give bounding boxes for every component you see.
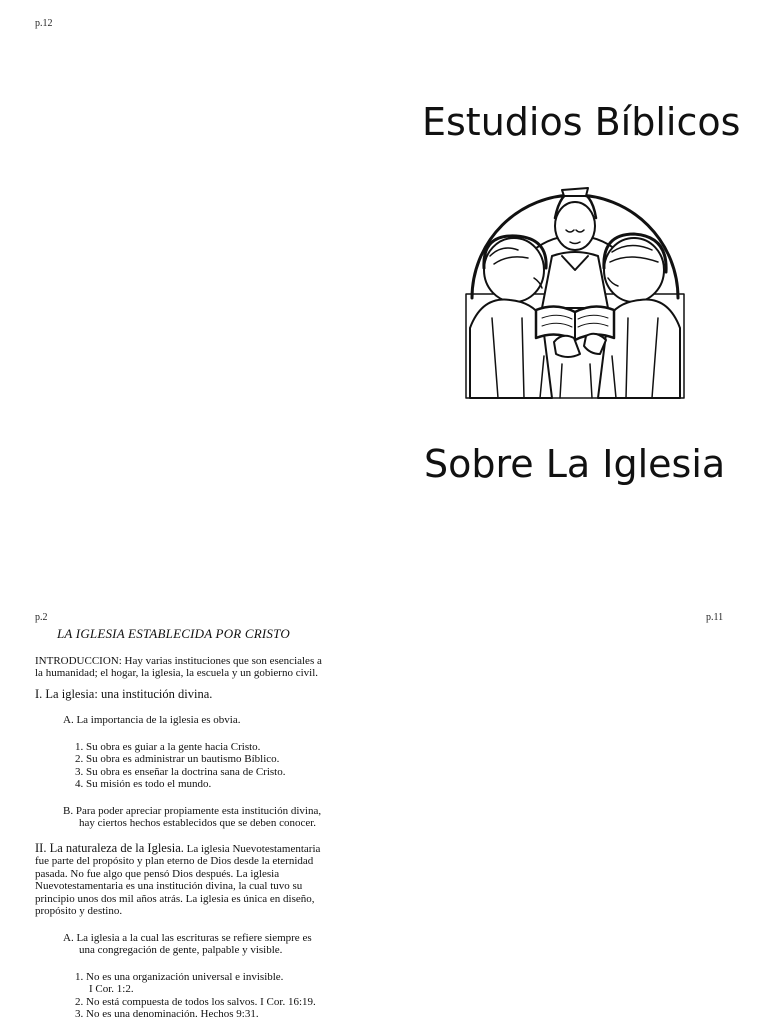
list-item: 1. Su obra es guiar a la gente hacia Cristo. — [75, 740, 261, 753]
cover-title-line2: Sobre La Iglesia — [424, 442, 726, 486]
page-number-right: p.11 — [706, 612, 724, 623]
list-item-reference: I Cor. 1:2. — [89, 983, 134, 995]
section-2-line: propósito y destino. — [35, 905, 123, 917]
section-2-line: La iglesia Nuevotestamentaria — [183, 842, 321, 855]
section-1-list — [75, 741, 355, 791]
section-2-line: fue parte del propósito y plan eterno de Dios desde la eternidad — [35, 855, 314, 867]
section-2-heading: II. La naturaleza de la Iglesia. — [35, 840, 184, 855]
section-1-point-b — [63, 805, 355, 830]
section-2-line: principio unos dos mil años atrás. La iglesia es única en diseño, — [35, 892, 315, 905]
point-a-line-1: A. La iglesia a la cual las escrituras se refiere siempre es — [63, 931, 312, 944]
section-2-point-a — [63, 932, 355, 957]
list-item: 1. No es una organización universal e invisible. — [75, 970, 284, 983]
section-2-line: Nuevotestamentaria es una institución divina, la cual tuvo su — [35, 880, 303, 892]
cover-page-number: p.12 — [35, 18, 53, 29]
point-a-line-2: una congregación de gente, palpable y visible. — [79, 944, 283, 956]
list-item: 3. No es una denominación. Hechos 9:31. — [75, 1008, 259, 1020]
three-people-reading-bible-icon — [462, 178, 688, 404]
study-document — [35, 628, 355, 1021]
section-2 — [35, 842, 355, 918]
section-1-heading: I. La iglesia: una institución divina. — [35, 686, 213, 701]
point-b-line-2: hay ciertos hechos establecidos que se deben conocer. — [79, 817, 317, 829]
cover-title-line1: Estudios Bíblicos — [422, 100, 741, 144]
page-number-left: p.2 — [35, 612, 48, 623]
list-item: 2. Su obra es administrar un bautismo Bíblico. — [75, 753, 280, 765]
list-item: 3. Su obra es enseñar la doctrina sana de Cristo. — [75, 765, 286, 778]
section-2-line: pasada. No fue algo que pensó Dios después. La iglesia — [35, 867, 280, 880]
point-b-line-1: B. Para poder apreciar propiamente esta institución divina, — [63, 804, 322, 817]
document-title: LA IGLESIA ESTABLECIDA POR CRISTO — [57, 626, 290, 641]
list-item: 2. No está compuesta de todos los salvos. I Cor. 16:19. — [75, 995, 316, 1008]
intro-line-1: INTRODUCCION: Hay varias instituciones que son esenciales a — [35, 654, 322, 667]
list-item: 4. Su misión es todo el mundo. — [75, 778, 212, 790]
intro-line-2: la humanidad; el hogar, la iglesia, la escuela y un gobierno civil. — [35, 667, 319, 679]
section-2-list — [75, 971, 355, 1021]
section-1-point-a: A. La importancia de la iglesia es obvia. — [63, 714, 241, 726]
